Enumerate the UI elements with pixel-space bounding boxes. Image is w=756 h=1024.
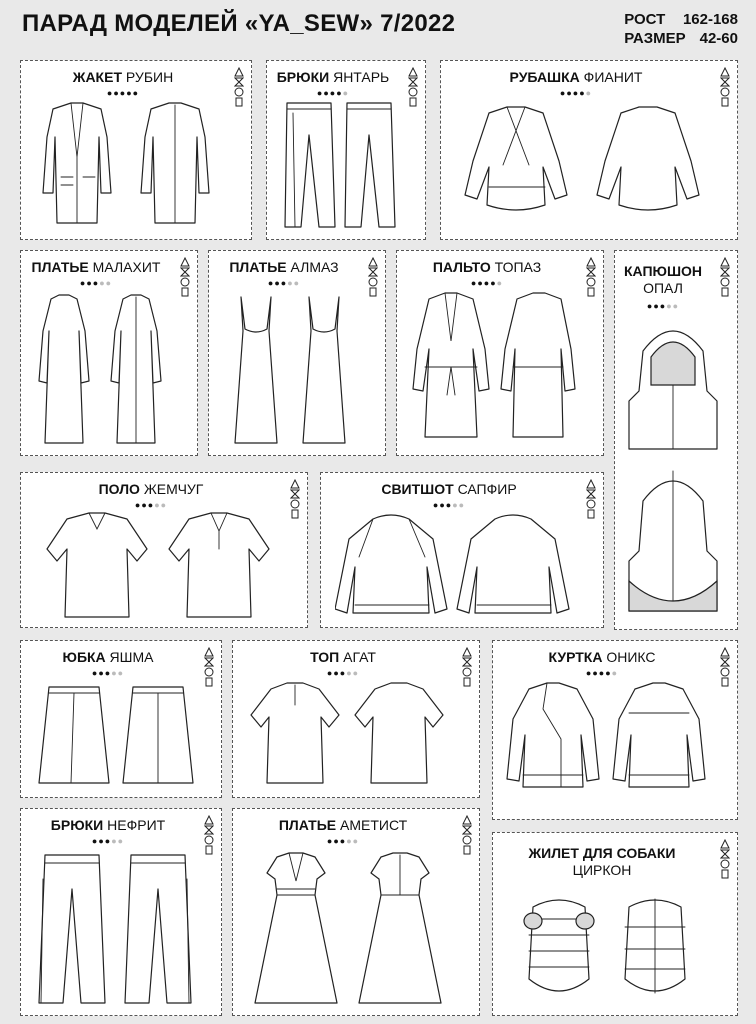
model-type: ПОЛО <box>98 481 140 497</box>
difficulty-dots <box>397 278 577 288</box>
model-title <box>397 259 577 276</box>
difficulty-dot: ● <box>490 278 497 288</box>
oval-icon <box>720 859 730 869</box>
difficulty-dot: ● <box>105 278 113 288</box>
model-name: АЛМАЗ <box>290 259 339 275</box>
difficulty-dot: ● <box>126 88 133 98</box>
oval-icon <box>180 277 190 287</box>
oval-icon <box>586 277 596 287</box>
model-title <box>321 481 577 498</box>
model-name: ФИАНИТ <box>583 69 643 85</box>
rectangle-icon <box>720 869 730 879</box>
difficulty-dot: ● <box>147 500 155 510</box>
rectangle-icon <box>586 287 596 297</box>
difficulty-dot: ● <box>329 88 337 98</box>
difficulty-dot: ● <box>585 668 593 678</box>
difficulty-dots <box>615 301 711 311</box>
model-title <box>441 69 711 86</box>
difficulty-dot: ● <box>134 500 142 510</box>
model-name: ОНИКС <box>606 649 656 665</box>
figure-type-icons <box>584 257 598 297</box>
difficulty-dot: ● <box>336 88 343 98</box>
figure-type-icons <box>718 257 732 297</box>
hourglass-icon <box>462 825 472 835</box>
triangle-icon <box>586 257 596 267</box>
triangle-icon <box>290 479 300 489</box>
difficulty-dots <box>493 668 711 678</box>
rectangle-icon <box>204 845 214 855</box>
hourglass-icon <box>720 267 730 277</box>
size-specs <box>624 10 738 48</box>
model-title <box>21 817 195 834</box>
figure-type-icons <box>288 479 302 519</box>
figure-type-icons <box>460 815 474 855</box>
model-title <box>21 481 281 498</box>
difficulty-dot: ● <box>91 668 99 678</box>
oval-icon <box>720 87 730 97</box>
difficulty-dot: ● <box>91 836 99 846</box>
difficulty-dots <box>21 668 195 678</box>
difficulty-dot: ● <box>326 668 334 678</box>
difficulty-dot: ● <box>342 88 350 98</box>
coat-topaz-sketch <box>403 289 579 453</box>
difficulty-dot: ● <box>439 500 446 510</box>
jacket-front-back-sketch <box>31 97 223 233</box>
difficulty-dot: ● <box>559 88 567 98</box>
difficulty-dot: ● <box>572 88 580 98</box>
difficulty-dots <box>441 88 711 98</box>
triangle-icon <box>586 479 596 489</box>
model-type: СВИТШОТ <box>381 481 454 497</box>
triangle-icon <box>204 815 214 825</box>
model-card-bryuki-yantar[interactable] <box>266 60 426 240</box>
top-agat-sketch <box>241 679 453 793</box>
difficulty-dot: ● <box>452 500 459 510</box>
triangle-icon <box>408 67 418 77</box>
difficulty-dot: ● <box>333 668 340 678</box>
difficulty-dots <box>21 88 225 98</box>
page-title: ПАРАД МОДЕЛЕЙ «YA_SEW» 7/2022 <box>22 10 456 37</box>
difficulty-dot: ● <box>666 301 673 311</box>
difficulty-dot: ● <box>79 278 87 288</box>
difficulty-dots <box>209 278 359 288</box>
model-type: ПЛАТЬЕ <box>229 259 287 275</box>
difficulty-dot: ● <box>160 500 168 510</box>
triangle-icon <box>462 647 472 657</box>
trousers-nefrit-sketch <box>31 849 199 1011</box>
model-name: ЯШМА <box>109 649 154 665</box>
model-type: БРЮКИ <box>50 817 104 833</box>
difficulty-dot: ● <box>92 278 100 288</box>
oval-icon <box>462 835 472 845</box>
model-type: ПЛАТЬЕ <box>31 259 89 275</box>
difficulty-dots <box>21 500 281 510</box>
oval-icon <box>234 87 244 97</box>
model-name: ТОПАЗ <box>494 259 542 275</box>
figure-type-icons <box>406 67 420 107</box>
hourglass-icon <box>204 825 214 835</box>
model-card-platye-almaz[interactable] <box>208 250 386 456</box>
difficulty-dot: ● <box>316 88 324 98</box>
trousers-front-back-sketch <box>275 99 405 235</box>
hourglass-icon <box>720 657 730 667</box>
difficulty-dot: ● <box>605 668 612 678</box>
difficulty-dot: ● <box>611 668 619 678</box>
figure-type-icons <box>718 67 732 107</box>
rectangle-icon <box>720 287 730 297</box>
difficulty-dot: ● <box>483 278 491 288</box>
model-name: АГАТ <box>343 649 376 665</box>
difficulty-dot: ● <box>672 301 680 311</box>
difficulty-dot: ● <box>99 278 106 288</box>
size-label: РАЗМЕР <box>624 30 686 47</box>
difficulty-dot: ● <box>117 668 125 678</box>
difficulty-dot: ● <box>352 668 360 678</box>
model-type: БРЮКИ <box>276 69 330 85</box>
figure-type-icons <box>584 479 598 519</box>
difficulty-dot: ● <box>287 278 294 288</box>
model-type: ЖИЛЕТ ДЛЯ СОБАКИ <box>528 845 676 861</box>
difficulty-dot: ● <box>333 836 340 846</box>
difficulty-dot: ● <box>98 668 105 678</box>
difficulty-dot: ● <box>98 836 105 846</box>
difficulty-dot: ● <box>346 836 353 846</box>
hourglass-icon <box>290 489 300 499</box>
oval-icon <box>462 667 472 677</box>
model-name: РУБИН <box>125 69 174 85</box>
model-card-zhaket-rubin[interactable] <box>20 60 252 240</box>
model-title <box>233 649 453 666</box>
difficulty-dot: ● <box>154 500 161 510</box>
difficulty-dot: ● <box>445 500 453 510</box>
triangle-icon <box>720 67 730 77</box>
model-card-platye-ametist[interactable] <box>232 808 480 1016</box>
hourglass-icon <box>586 267 596 277</box>
hourglass-icon <box>180 267 190 277</box>
model-type: ЖАКЕТ <box>72 69 122 85</box>
difficulty-dot: ● <box>86 278 93 288</box>
sweatshirt-sapfir-sketch <box>335 509 579 623</box>
figure-type-icons <box>178 257 192 297</box>
model-name: САПФИР <box>457 481 517 497</box>
dog-vest-tsirkon-sketch <box>513 887 703 1011</box>
difficulty-dot: ● <box>293 278 301 288</box>
rectangle-icon <box>462 845 472 855</box>
model-card-platye-malakhit[interactable] <box>20 250 198 456</box>
jacket-oniks-sketch <box>499 679 711 815</box>
difficulty-dot: ● <box>339 668 347 678</box>
model-title <box>21 259 171 276</box>
rectangle-icon <box>234 97 244 107</box>
model-card-kurtka-oniks[interactable] <box>492 640 738 820</box>
difficulty-dot: ● <box>106 88 114 98</box>
difficulty-dot: ● <box>119 88 127 98</box>
rectangle-icon <box>290 509 300 519</box>
model-card-svitshot-sapfir[interactable] <box>320 472 604 628</box>
triangle-icon <box>462 815 472 825</box>
hourglass-icon <box>720 849 730 859</box>
triangle-icon <box>720 647 730 657</box>
difficulty-dots <box>233 836 453 846</box>
difficulty-dot: ● <box>659 301 667 311</box>
triangle-icon <box>720 839 730 849</box>
hourglass-icon <box>720 77 730 87</box>
difficulty-dot: ● <box>132 88 140 98</box>
difficulty-dot: ● <box>346 668 353 678</box>
figure-type-icons <box>718 647 732 687</box>
difficulty-dot: ● <box>458 500 466 510</box>
slip-dress-almaz-sketch <box>215 291 359 451</box>
model-type: ЮБКА <box>62 649 106 665</box>
height-value: 162-168 <box>682 11 738 28</box>
difficulty-dots <box>267 88 399 98</box>
triangle-icon <box>368 257 378 267</box>
figure-type-icons <box>202 815 216 855</box>
oval-icon <box>290 499 300 509</box>
difficulty-dots <box>233 668 453 678</box>
model-title <box>493 845 711 879</box>
difficulty-dot: ● <box>104 668 112 678</box>
skirt-yashma-sketch <box>31 679 201 793</box>
rectangle-icon <box>368 287 378 297</box>
hourglass-icon <box>462 657 472 667</box>
model-card-kapyushon-opal[interactable] <box>614 250 738 630</box>
triangle-icon <box>720 257 730 267</box>
model-name: МАЛАХИТ <box>92 259 161 275</box>
model-card-polo-zhemchug[interactable] <box>20 472 308 628</box>
difficulty-dot: ● <box>111 668 118 678</box>
difficulty-dot: ● <box>274 278 281 288</box>
model-card-rubashka-fianit[interactable] <box>440 60 738 240</box>
polo-zhemchug-sketch <box>33 509 283 623</box>
model-title <box>493 649 711 666</box>
figure-type-icons <box>460 647 474 687</box>
rectangle-icon <box>720 97 730 107</box>
model-name: ЖЕМЧУГ <box>143 481 204 497</box>
hourglass-icon <box>408 77 418 87</box>
triangle-icon <box>180 257 190 267</box>
rectangle-icon <box>408 97 418 107</box>
oval-icon <box>408 87 418 97</box>
difficulty-dot: ● <box>267 278 275 288</box>
model-title <box>21 69 225 86</box>
figure-type-icons <box>366 257 380 297</box>
model-title <box>209 259 359 276</box>
difficulty-dot: ● <box>432 500 440 510</box>
difficulty-dot: ● <box>113 88 120 98</box>
difficulty-dot: ● <box>280 278 288 288</box>
shirt-front-back-sketch <box>449 101 711 233</box>
figure-type-icons <box>202 647 216 687</box>
model-name: АМЕТИСТ <box>340 817 408 833</box>
rectangle-icon <box>180 287 190 297</box>
difficulty-dot: ● <box>566 88 573 98</box>
model-title <box>615 263 711 297</box>
model-name: ЦИРКОН <box>572 862 632 878</box>
model-type: КУРТКА <box>548 649 603 665</box>
rectangle-icon <box>204 677 214 687</box>
model-name: НЕФРИТ <box>107 817 166 833</box>
oval-icon <box>720 667 730 677</box>
model-type: РУБАШКА <box>509 69 580 85</box>
difficulty-dot: ● <box>470 278 478 288</box>
difficulty-dot: ● <box>496 278 504 288</box>
difficulty-dots <box>21 836 195 846</box>
model-card-top-agat[interactable] <box>232 640 480 798</box>
model-name: ЯНТАРЬ <box>333 69 390 85</box>
triangle-icon <box>204 647 214 657</box>
difficulty-dot: ● <box>352 836 360 846</box>
model-card-zhilet-dlya-sobaki-tsirkon[interactable] <box>492 832 738 1016</box>
dress-ametist-sketch <box>241 849 453 1011</box>
difficulty-dot: ● <box>579 88 586 98</box>
height-label: РОСТ <box>624 11 666 28</box>
difficulty-dot: ● <box>646 301 654 311</box>
model-title <box>21 649 195 666</box>
model-title <box>233 817 453 834</box>
oval-icon <box>586 499 596 509</box>
difficulty-dot: ● <box>592 668 599 678</box>
model-name: ОПАЛ <box>643 280 683 296</box>
difficulty-dots <box>21 278 171 288</box>
hourglass-icon <box>204 657 214 667</box>
hourglass-icon <box>368 267 378 277</box>
rectangle-icon <box>720 677 730 687</box>
model-card-palto-topaz[interactable] <box>396 250 604 456</box>
model-type: ПАЛЬТО <box>432 259 491 275</box>
difficulty-dot: ● <box>117 836 125 846</box>
figure-type-icons <box>232 67 246 107</box>
model-card-yubka-yashma[interactable] <box>20 640 222 798</box>
difficulty-dot: ● <box>477 278 484 288</box>
model-type: КАПЮШОН <box>623 263 703 279</box>
oval-icon <box>204 667 214 677</box>
triangle-icon <box>234 67 244 77</box>
model-card-bryuki-nefrit[interactable] <box>20 808 222 1016</box>
difficulty-dots <box>321 500 577 510</box>
difficulty-dot: ● <box>323 88 330 98</box>
difficulty-dot: ● <box>598 668 606 678</box>
difficulty-dot: ● <box>326 836 334 846</box>
dress-malakhit-sketch <box>27 291 171 451</box>
difficulty-dot: ● <box>111 836 118 846</box>
model-type: ПЛАТЬЕ <box>278 817 337 833</box>
figure-type-icons <box>718 839 732 879</box>
model-title <box>267 69 399 86</box>
oval-icon <box>368 277 378 287</box>
oval-icon <box>204 835 214 845</box>
difficulty-dot: ● <box>653 301 660 311</box>
hourglass-icon <box>234 77 244 87</box>
rectangle-icon <box>586 509 596 519</box>
difficulty-dot: ● <box>104 836 112 846</box>
hourglass-icon <box>586 489 596 499</box>
difficulty-dot: ● <box>585 88 593 98</box>
model-type: ТОП <box>310 649 340 665</box>
difficulty-dot: ● <box>141 500 148 510</box>
oval-icon <box>720 277 730 287</box>
rectangle-icon <box>462 677 472 687</box>
hood-opal-sketch <box>625 321 721 621</box>
difficulty-dot: ● <box>339 836 347 846</box>
size-value: 42-60 <box>699 30 738 47</box>
